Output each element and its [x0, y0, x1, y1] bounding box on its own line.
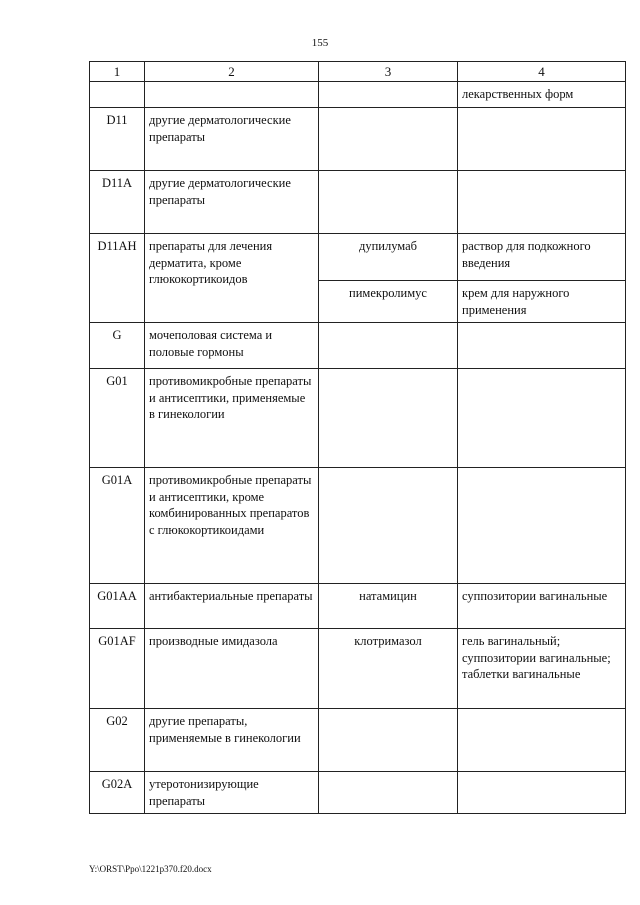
inn-name: [319, 108, 458, 171]
document-file-path: Y:\ORST\Ppo\1221p370.f20.docx: [89, 864, 212, 874]
dosage-form: [458, 323, 626, 369]
atc-code: D11: [90, 108, 145, 171]
atc-code: G02A: [90, 772, 145, 814]
dosage-form: [458, 108, 626, 171]
atc-name: другие дерматологические препараты: [145, 108, 319, 171]
inn-name: клотримазол: [319, 629, 458, 709]
inn-name: [319, 468, 458, 584]
table-row: [90, 108, 626, 171]
inn-name: [319, 709, 458, 772]
page-number: 155: [311, 37, 329, 49]
table-row: [90, 234, 626, 281]
dosage-form: [458, 772, 626, 814]
dosage-form: гель вагинальный; суппозитории вагинальные; таблетки вагинальные: [458, 629, 626, 709]
inn-name: [319, 772, 458, 814]
table-row: [90, 369, 626, 468]
atc-code: G: [90, 323, 145, 369]
dosage-form: раствор для подкожного введения: [458, 234, 626, 281]
atc-code: G01A: [90, 468, 145, 584]
table-row: [90, 171, 626, 234]
column-header: 2: [145, 62, 319, 82]
table-row: [90, 629, 626, 709]
atc-name: другие дерматологические препараты: [145, 171, 319, 234]
atc-code: D11AH: [90, 234, 145, 323]
column-header: 1: [90, 62, 145, 82]
atc-name: другие препараты, применяемые в гинекологии: [145, 709, 319, 772]
inn-name: натамицин: [319, 584, 458, 629]
inn-name: [319, 171, 458, 234]
atc-name: противомикробные препараты и антисептики, кроме комбинированных препаратов с глюкокортикоидами: [145, 468, 319, 584]
drug-classification-table: [89, 61, 626, 814]
atc-name: препараты для лечения дерматита, кроме глюкокортикоидов: [145, 234, 319, 323]
atc-name: противомикробные препараты и антисептики, применяемые в гинекологии: [145, 369, 319, 468]
atc-name: [145, 82, 319, 108]
dosage-form: лекарственных форм: [458, 82, 626, 108]
dosage-form: [458, 468, 626, 584]
dosage-form: суппозитории вагинальные: [458, 584, 626, 629]
atc-name: антибактериальные препараты: [145, 584, 319, 629]
atc-code: G01AF: [90, 629, 145, 709]
atc-code: G02: [90, 709, 145, 772]
inn-name: пимекролимус: [319, 281, 458, 323]
table-row: [90, 468, 626, 584]
column-header: 3: [319, 62, 458, 82]
atc-code: G01: [90, 369, 145, 468]
table-row: [90, 709, 626, 772]
dosage-form: [458, 369, 626, 468]
table-row: [90, 584, 626, 629]
table-row: [90, 323, 626, 369]
atc-code: D11A: [90, 171, 145, 234]
atc-code: G01AA: [90, 584, 145, 629]
inn-name: [319, 369, 458, 468]
column-header: 4: [458, 62, 626, 82]
inn-name: дупилумаб: [319, 234, 458, 281]
dosage-form: [458, 709, 626, 772]
inn-name: [319, 323, 458, 369]
atc-name: мочеполовая система и половые гормоны: [145, 323, 319, 369]
dosage-form: [458, 171, 626, 234]
atc-name: утеротонизирующие препараты: [145, 772, 319, 814]
inn-name: [319, 82, 458, 108]
atc-name: производные имидазола: [145, 629, 319, 709]
table-row: [90, 82, 626, 108]
dosage-form: крем для наружного применения: [458, 281, 626, 323]
atc-code: [90, 82, 145, 108]
table-header-row: [90, 62, 626, 82]
table-row: [90, 772, 626, 814]
